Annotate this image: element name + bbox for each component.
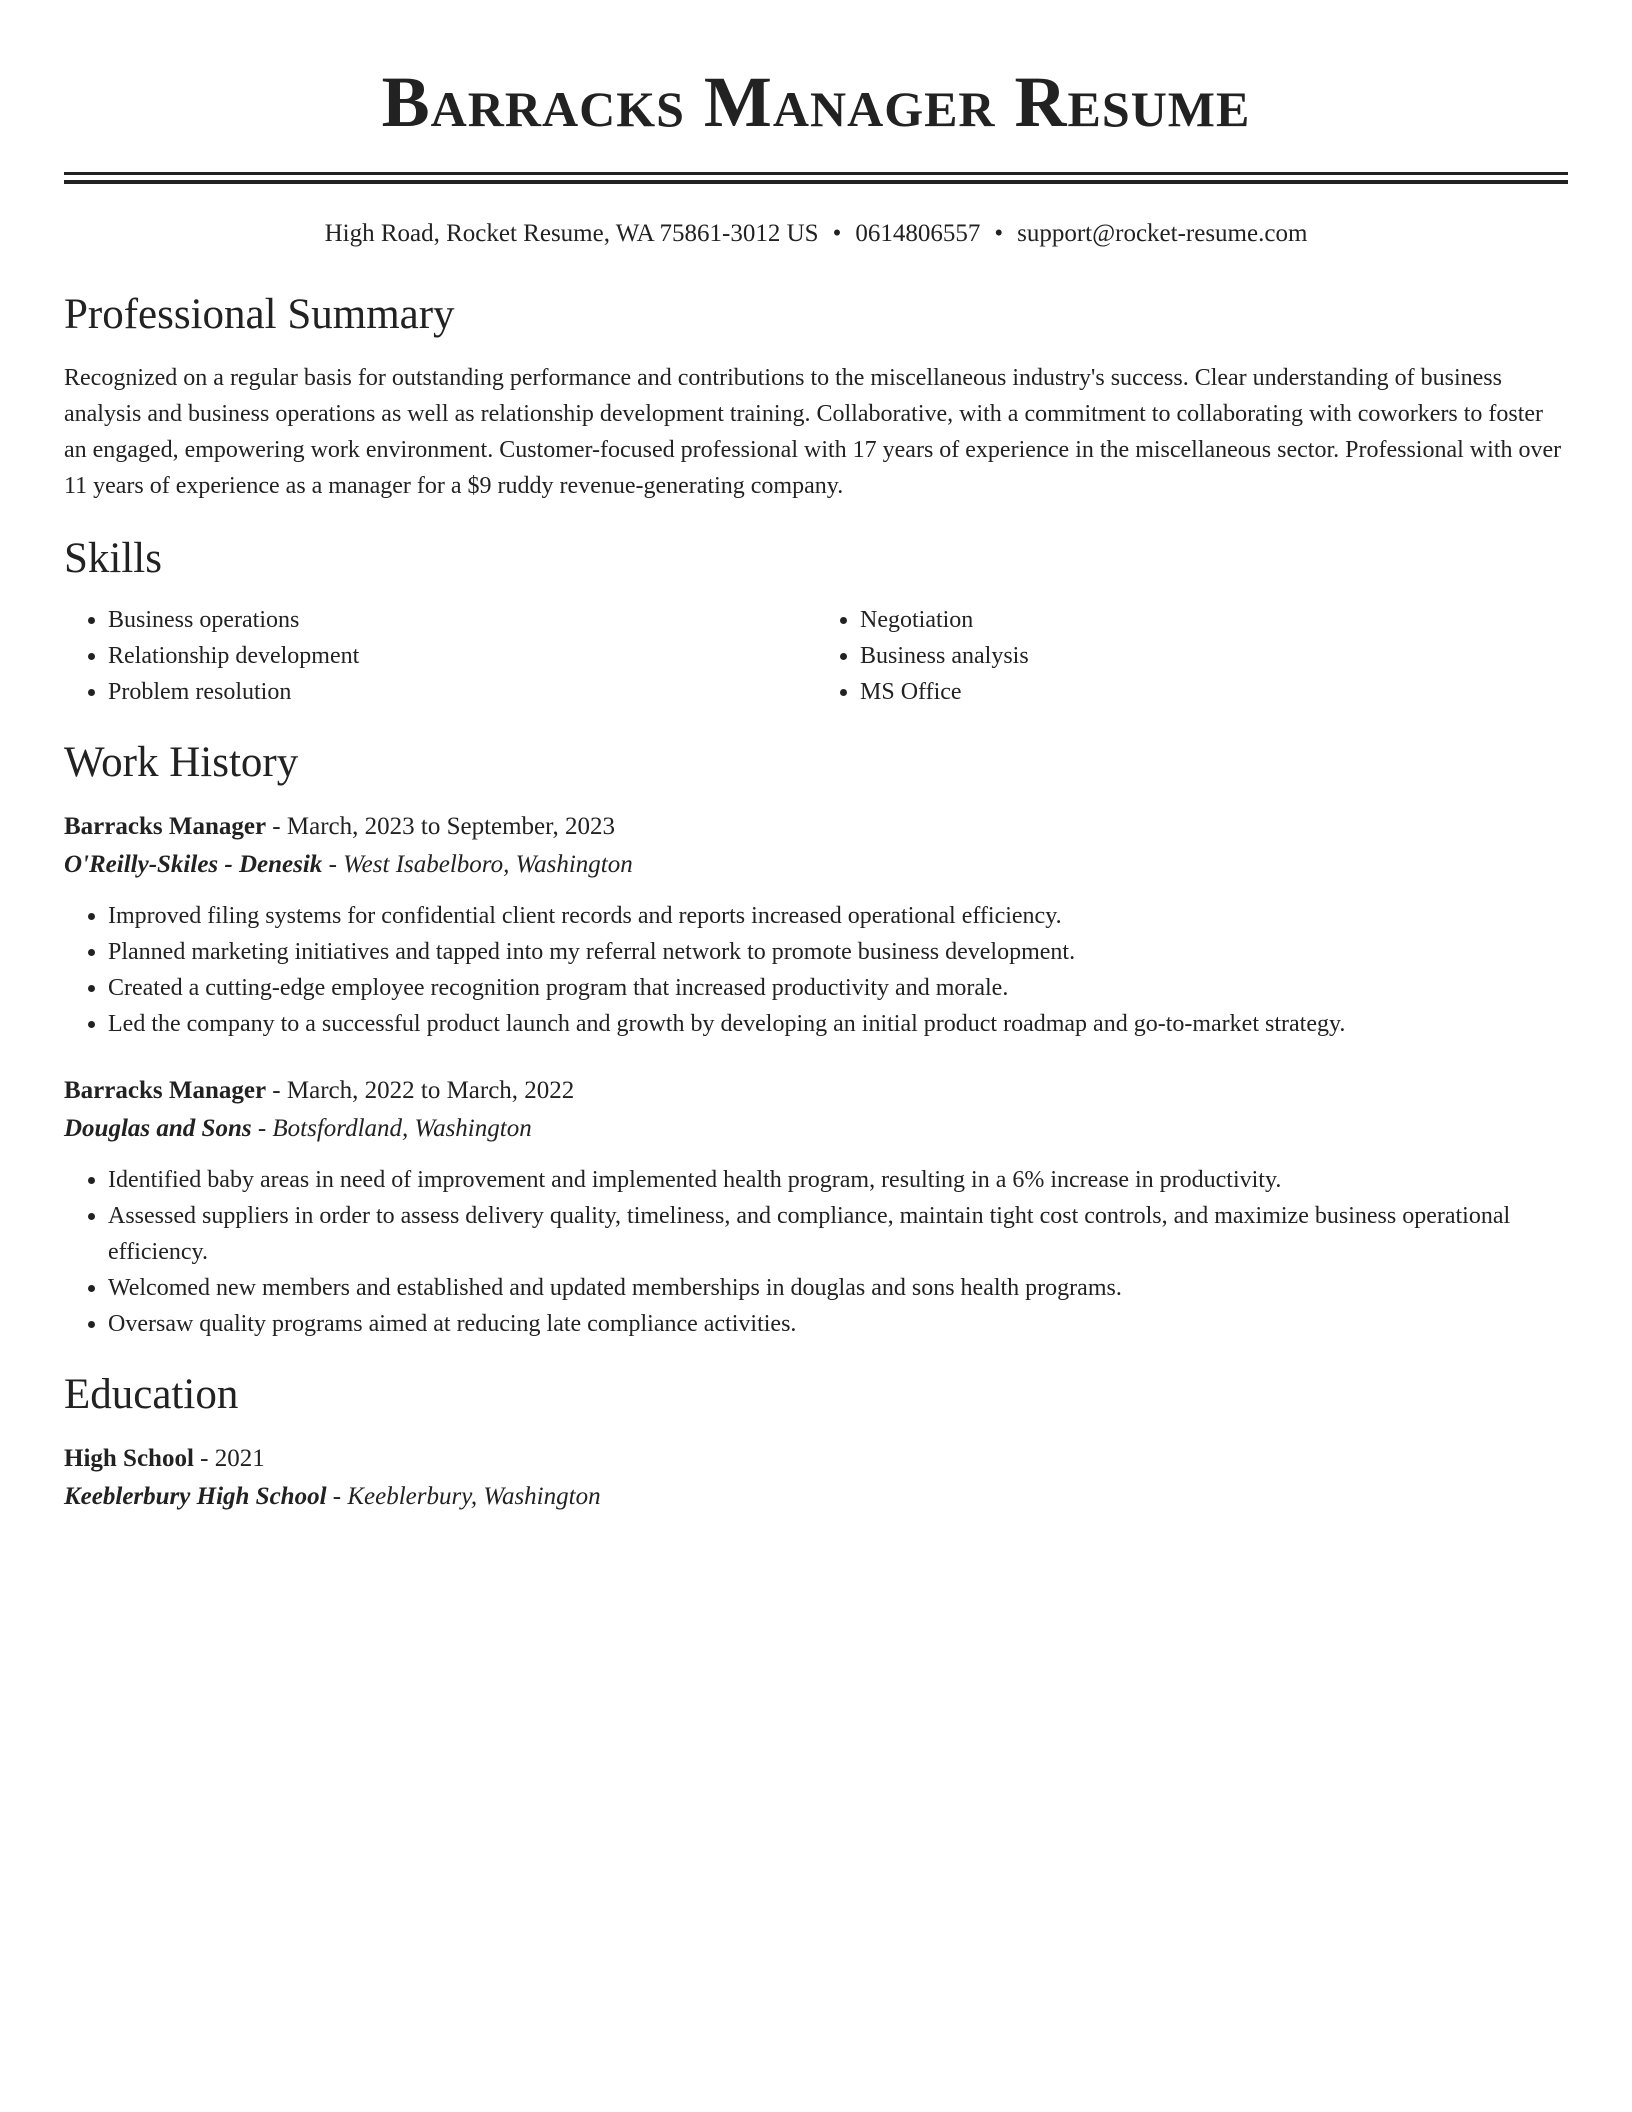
skills-heading: Skills (64, 535, 162, 582)
skill-item: • Negotiation (860, 602, 1568, 638)
job-dates: - March, 2022 to March, 2022 (266, 1077, 575, 1104)
resume-title: Barracks Manager Resume (381, 62, 1251, 142)
summary-text: Recognized on a regular basis for outstanding performance and contributions to the miscellaneous industry's success. Clear understanding of business analysis and business operations as well as relationship development training. Collaborative, with a commitment to collaborating with coworkers to foster an engaged, empowering work environment. Customer-focused professional with 17 years of experience in the miscellaneous sector. Professional with over 11 years of experience as a manager for a $9 ruddy revenue-generating company. (64, 365, 1562, 499)
education-school: Keeblerbury High School (64, 1483, 327, 1510)
skill-item: • Problem resolution (108, 674, 816, 710)
contact-line (64, 218, 1568, 250)
skill-item: • Business analysis (860, 638, 1568, 674)
skill-item: • Relationship development (108, 638, 816, 674)
skill-item: • MS Office (860, 674, 1568, 710)
education-year: - 2021 (193, 1445, 265, 1472)
job-company-line (64, 1110, 1568, 1148)
job-bullets (64, 898, 1568, 1042)
job-bullet: • Led the company to a successful product launch and growth by developing an initial product roadmap and go-to-market strategy. (108, 1006, 1568, 1042)
education-heading: Education (64, 1371, 239, 1418)
summary-heading: Professional Summary (64, 291, 455, 338)
contact-separator: • (994, 220, 1004, 247)
job-entry (64, 808, 1568, 1042)
title-rule-top (64, 172, 1568, 175)
contact-address: High Road, Rocket Resume, WA 75861-3012 US (324, 220, 819, 247)
education-degree-line (64, 1440, 1568, 1478)
skills-column-right (816, 602, 1568, 710)
job-title: Barracks Manager (64, 1077, 267, 1104)
job-location: - West Isabelboro, Washington (322, 851, 633, 878)
contact-separator: • (832, 220, 842, 247)
contact-phone: 0614806557 (855, 220, 981, 247)
job-bullet: • Assessed suppliers in order to assess delivery quality, timeliness, and compliance, maintain tight cost controls, and maximize business operational efficiency. (108, 1198, 1568, 1270)
education-degree: High School (64, 1445, 194, 1472)
title-rule-bottom (64, 180, 1568, 184)
job-title-line (64, 1072, 1568, 1110)
skills-column-left (64, 602, 816, 710)
job-company: Douglas and Sons (64, 1115, 252, 1142)
education-location: - Keeblerbury, Washington (326, 1483, 601, 1510)
job-bullet: • Planned marketing initiatives and tapped into my referral network to promote business development. (108, 934, 1568, 970)
job-title-line (64, 808, 1568, 846)
contact-email: support@rocket-resume.com (1017, 220, 1308, 247)
job-company: O'Reilly-Skiles - Denesik (64, 851, 323, 878)
job-company-line (64, 846, 1568, 884)
job-bullet: • Created a cutting-edge employee recognition program that increased productivity and morale. (108, 970, 1568, 1006)
job-location: - Botsfordland, Washington (251, 1115, 532, 1142)
job-bullet: • Improved filing systems for confidential client records and reports increased operational efficiency. (108, 898, 1568, 934)
job-bullet: • Welcomed new members and established and updated memberships in douglas and sons health programs. (108, 1270, 1568, 1306)
job-dates: - March, 2023 to September, 2023 (266, 813, 615, 840)
job-bullet: • Oversaw quality programs aimed at reducing late compliance activities. (108, 1306, 1568, 1342)
job-bullets (64, 1162, 1568, 1342)
skills-list (64, 602, 1568, 710)
education-entry (64, 1440, 1568, 1516)
job-title: Barracks Manager (64, 813, 267, 840)
education-school-line (64, 1478, 1568, 1516)
skill-item: • Business operations (108, 602, 816, 638)
work-history-heading: Work History (64, 739, 299, 786)
job-entry (64, 1072, 1568, 1342)
job-bullet: • Identified baby areas in need of improvement and implemented health program, resulting in a 6% increase in productivity. (108, 1162, 1568, 1198)
